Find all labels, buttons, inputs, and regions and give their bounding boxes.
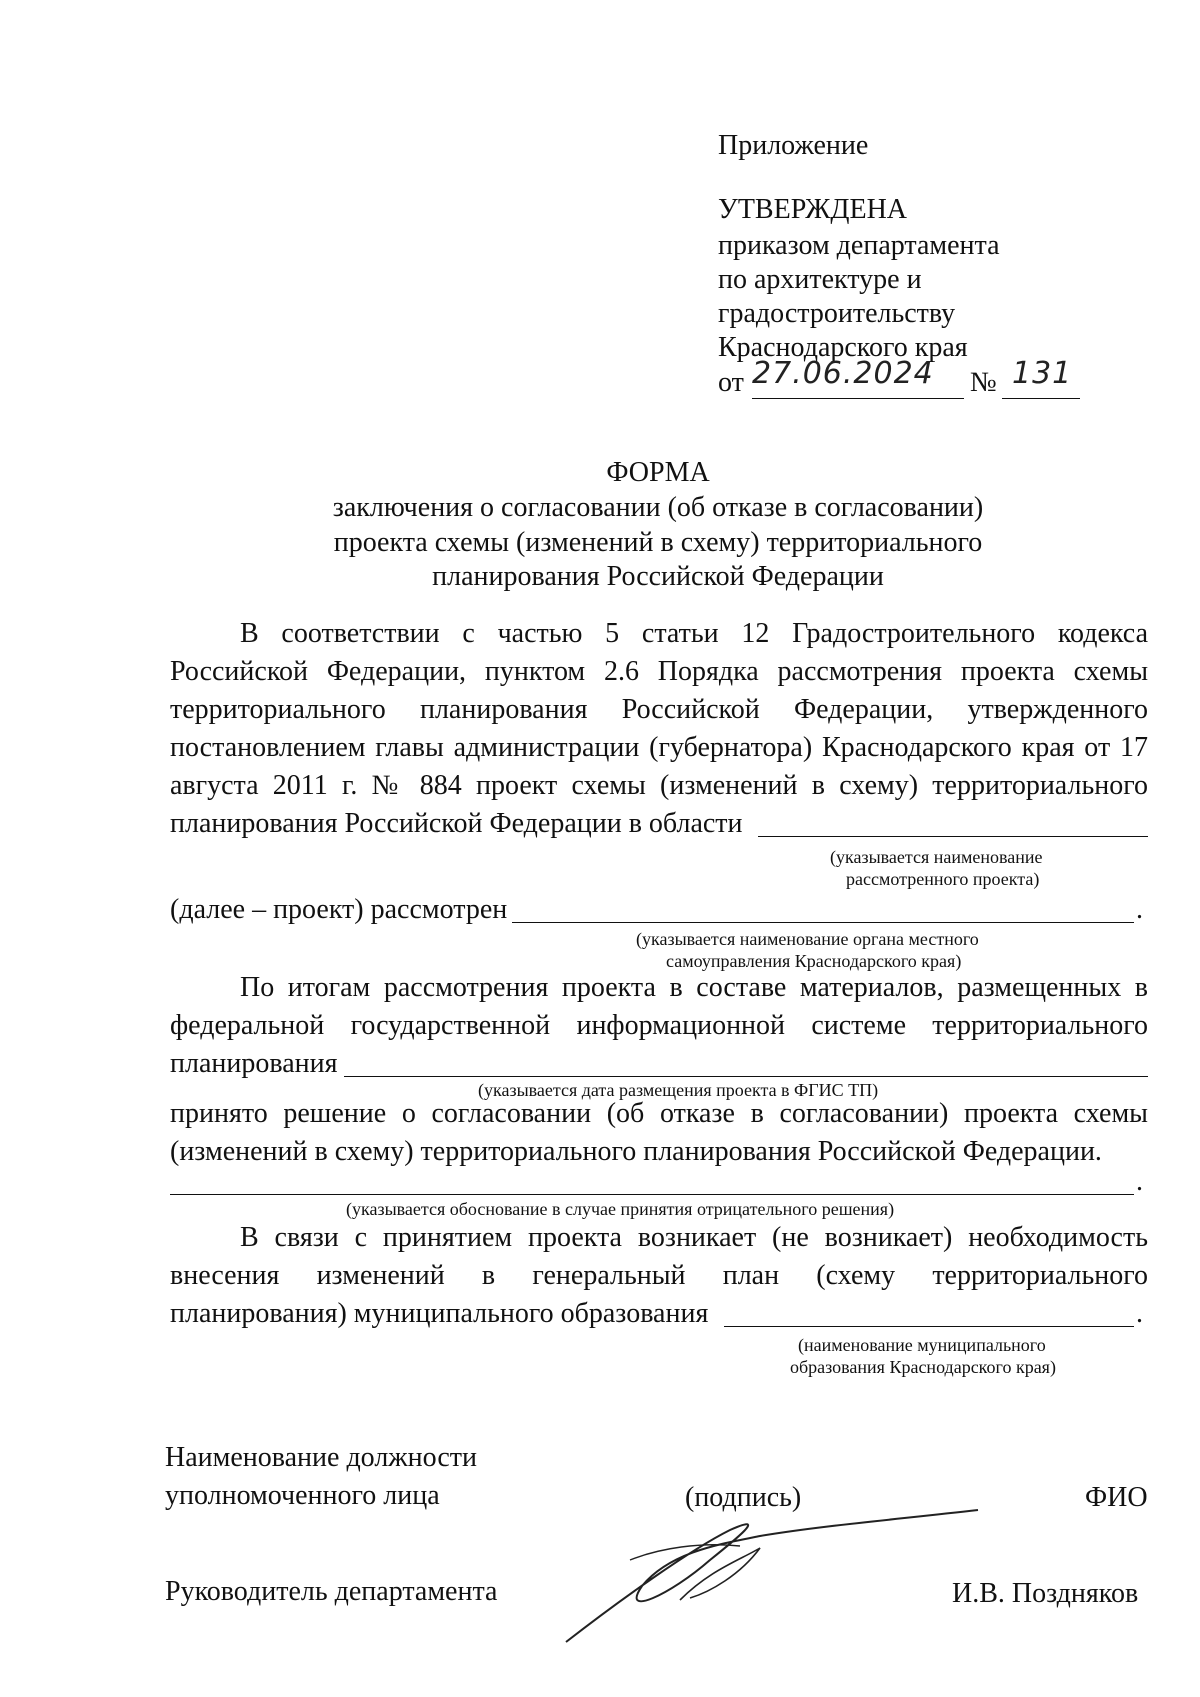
handwritten-date: 27.06.2024 (752, 356, 934, 391)
para1-line-7: (далее – проект) рассмотрен (170, 894, 508, 925)
hint-reviewer-b: самоуправления Краснодарского края) (666, 951, 962, 971)
date-prefix: от (718, 367, 744, 398)
reviewer-blank-period: . (1136, 894, 1143, 925)
hint-municipality-a: (наименование муниципального (798, 1335, 1046, 1355)
project-name-blank (758, 836, 1148, 837)
para2-line-4: принято решение о согласовании (об отказе в согласовании) проекта схемы (170, 1098, 1148, 1129)
approval-line-4: Краснодарского края (718, 332, 968, 363)
justification-blank (170, 1194, 1134, 1195)
municipality-blank-period: . (1136, 1298, 1143, 1329)
hint-project-name-a: (указывается наименование (830, 847, 1043, 867)
form-subtitle-1: заключения о согласовании (об отказе в согласовании) (332, 492, 984, 523)
para2-line-2: федеральной государственной информационной системе территориального (170, 1010, 1148, 1041)
handwritten-signature (560, 1500, 980, 1650)
justification-blank-period: . (1136, 1166, 1143, 1197)
para1-line-3: территориального планирования Российской Федерации, утвержденного (170, 694, 1148, 725)
head-title: Руководитель департамента (165, 1576, 498, 1607)
head-name: И.В. Поздняков (952, 1578, 1139, 1609)
approval-line-2: по архитектуре и (718, 264, 922, 295)
position-title-line-1: Наименование должности (165, 1442, 477, 1473)
para3-line-2: внесения изменений в генеральный план (схему территориального (170, 1260, 1148, 1291)
para3-line-1: В связи с принятием проекта возникает (не возникает) необходимость (240, 1222, 1148, 1253)
form-subtitle-3: планирования Российской Федерации (432, 561, 884, 592)
approval-line-1: приказом департамента (718, 230, 1000, 261)
para2-line-1: По итогам рассмотрения проекта в составе материалов, размещенных в (240, 972, 1148, 1003)
number-prefix: № (970, 367, 997, 398)
approval-line-3: градостроительству (718, 298, 956, 329)
hint-municipality-b: образования Краснодарского края) (790, 1357, 1056, 1377)
position-title-line-2: уполномоченного лица (165, 1480, 440, 1511)
hint-reviewer-a: (указывается наименование органа местного (636, 929, 979, 949)
form-title: ФОРМА (606, 457, 710, 488)
municipality-blank (724, 1326, 1134, 1327)
form-subtitle-2: проекта схемы (изменений в схему) территориального (333, 527, 983, 558)
hint-project-name-b: рассмотренного проекта) (846, 869, 1040, 889)
signature-placeholder: (подпись) (685, 1482, 802, 1513)
para1-line-4: постановлением главы администрации (губернатора) Краснодарского края от 17 (170, 732, 1148, 763)
fio-placeholder: ФИО (1085, 1482, 1148, 1513)
para2-line-5: (изменений в схему) территориального планирования Российской Федерации. (170, 1136, 1102, 1167)
para1-line-6: планирования Российской Федерации в области (170, 808, 743, 839)
date-underline (752, 398, 964, 399)
appendix-label: Приложение (718, 130, 869, 161)
date-placement-blank (344, 1076, 1148, 1077)
para1-line-2: Российской Федерации, пунктом 2.6 Порядка рассмотрения проекта схемы (170, 656, 1148, 687)
hint-justification: (указывается обоснование в случае принятия отрицательного решения) (346, 1199, 895, 1219)
para1-line-5: августа 2011 г. № 884 проект схемы (изменений в схему) территориального (170, 770, 1148, 801)
para3-line-3: планирования) муниципального образования (170, 1298, 709, 1329)
handwritten-number: 131 (1012, 356, 1073, 391)
approved-label: УТВЕРЖДЕНА (718, 194, 908, 225)
number-underline (1002, 398, 1080, 399)
para1-line-1: В соответствии с частью 5 статьи 12 Градостроительного кодекса (240, 618, 1148, 649)
para2-line-3: планирования (170, 1048, 338, 1079)
hint-date-placement: (указывается дата размещения проекта в ФГИС ТП) (478, 1080, 879, 1100)
reviewer-blank (512, 922, 1134, 923)
